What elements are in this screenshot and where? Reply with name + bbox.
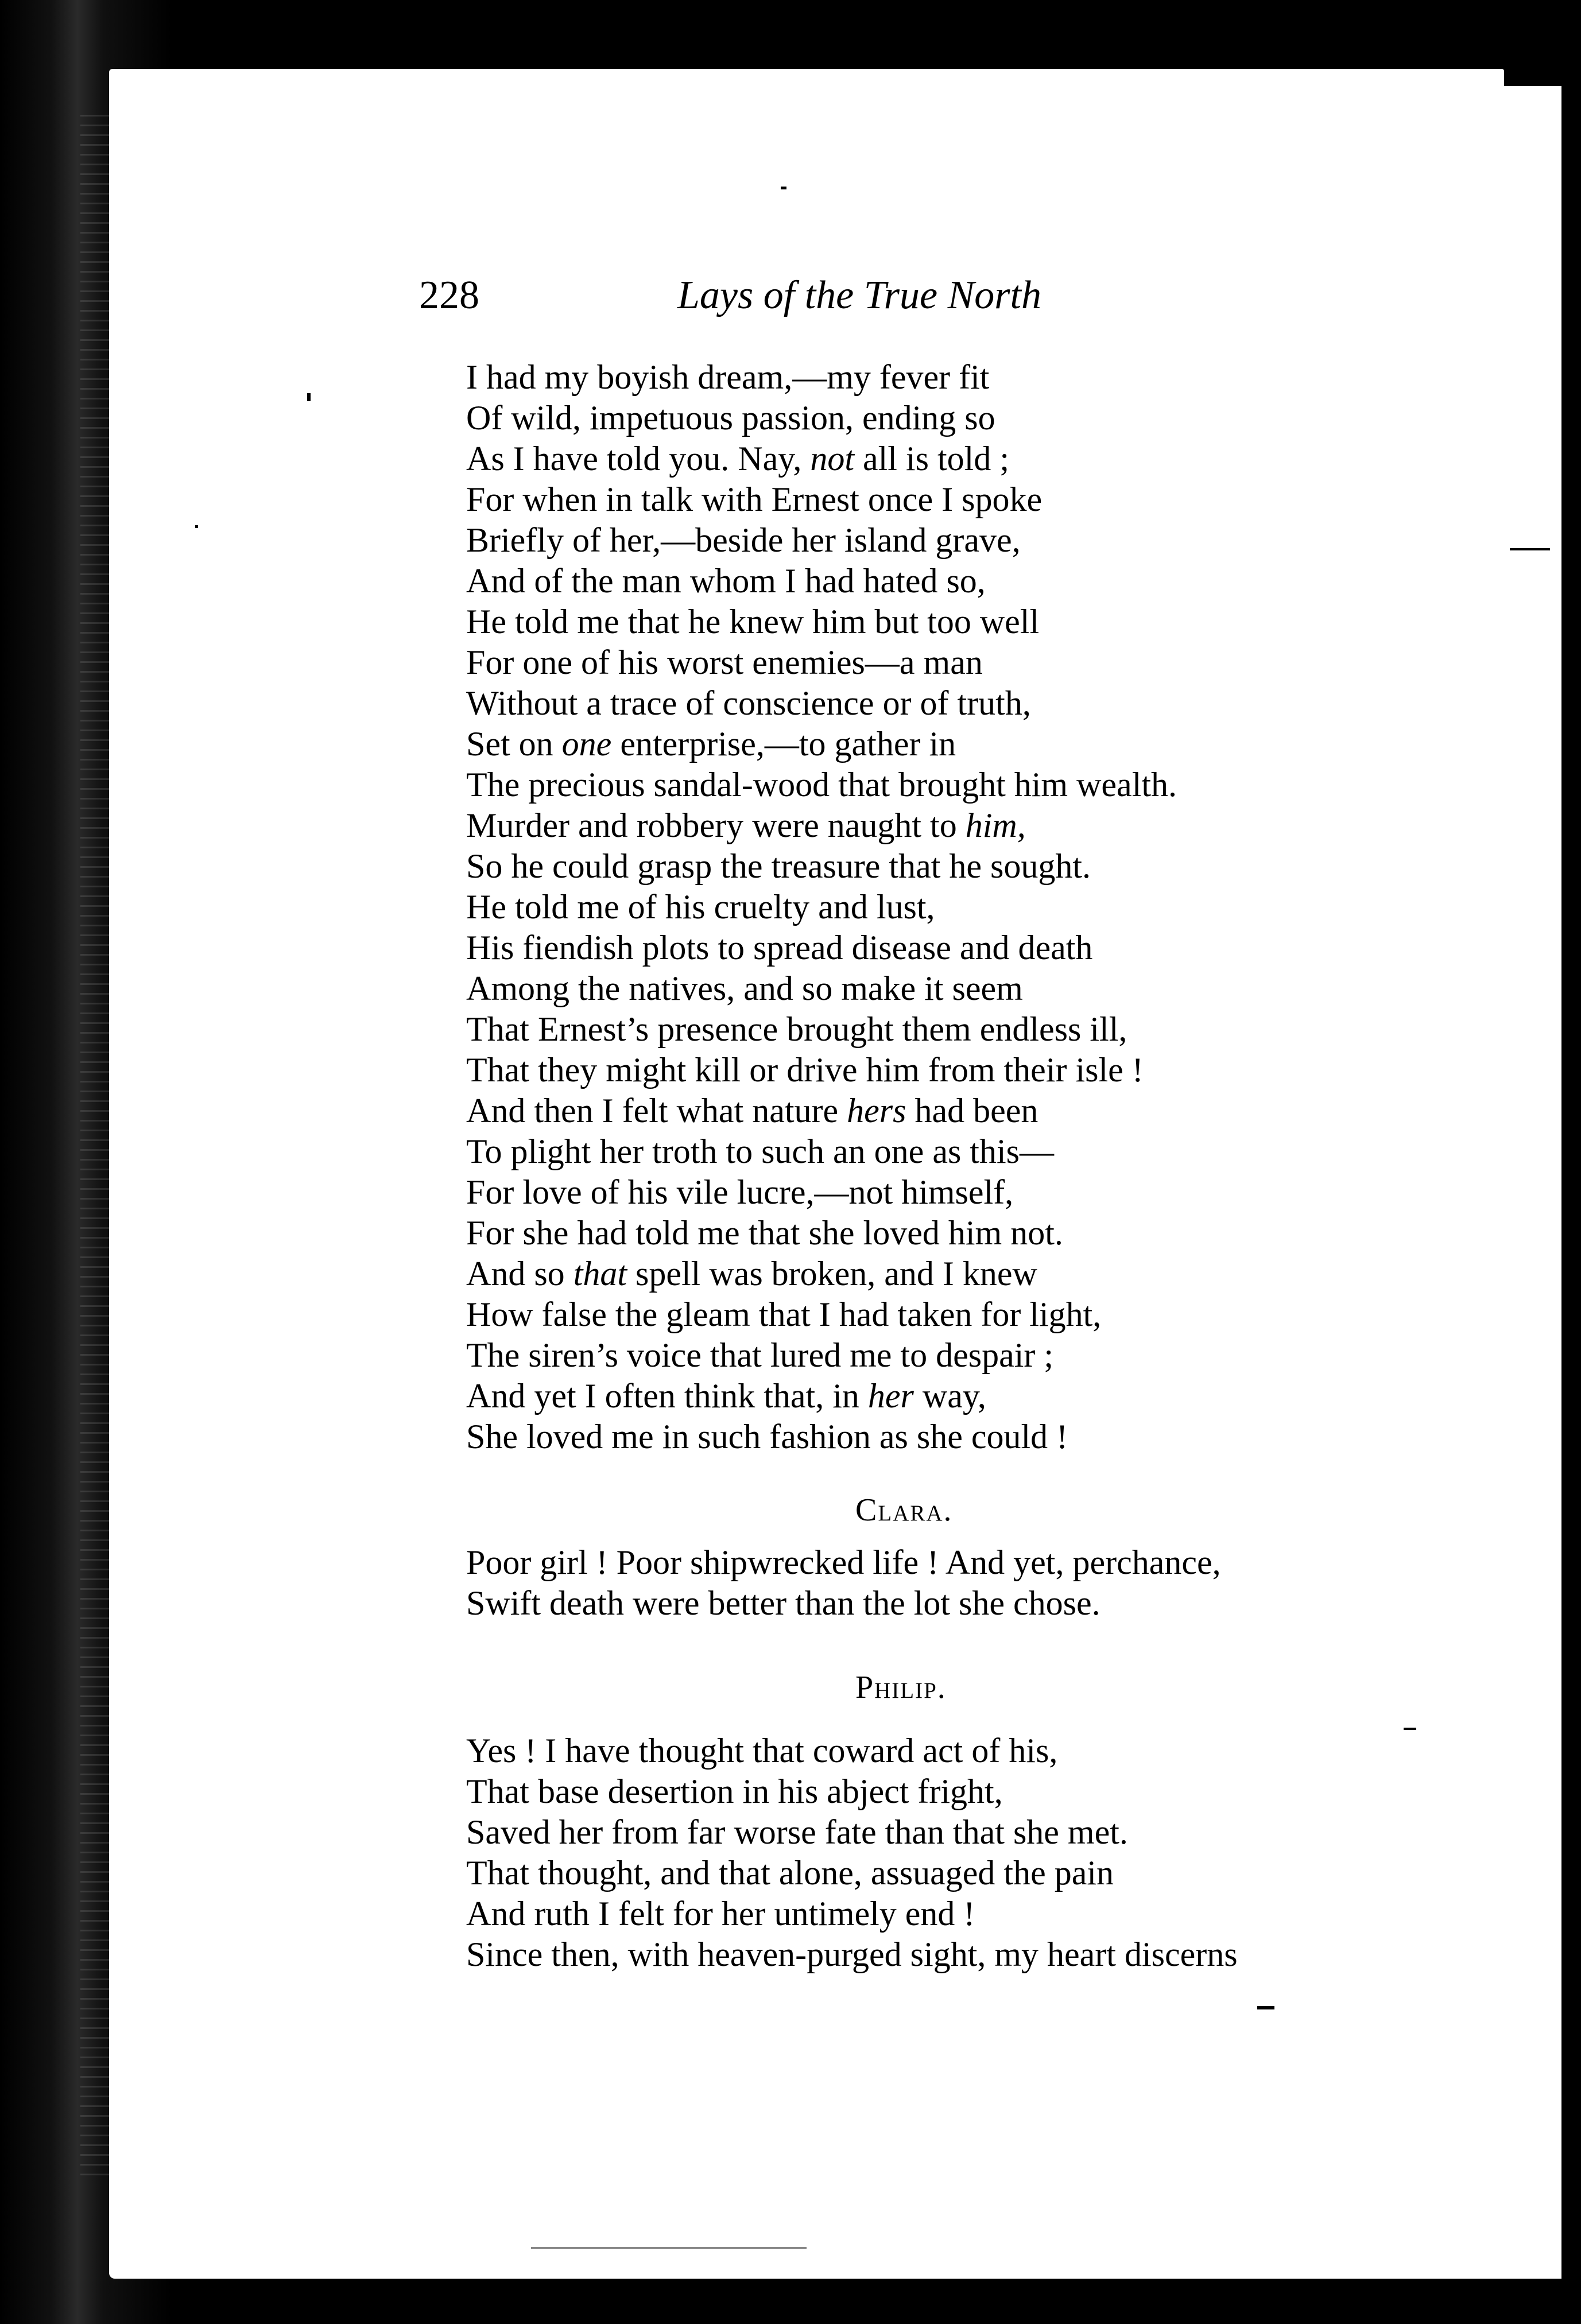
verse-text: spell was broken, and I knew <box>636 1255 1037 1293</box>
verse-line: That thought, and that alone, assuaged the pain <box>466 1854 1114 1892</box>
verse-line <box>466 1091 1177 1131</box>
verse-line: So he could grasp the treasure that he sought. <box>466 847 1091 885</box>
running-header <box>419 261 1137 330</box>
verse-line: Yes ! I have thought that coward act of his, <box>466 1732 1058 1770</box>
verse-line: For when in talk with Ernest once I spoke <box>466 480 1043 518</box>
verse-text: And so <box>466 1255 565 1293</box>
verse-text: Set on <box>466 725 553 763</box>
verse-text: As I have told you. Nay, <box>466 440 802 478</box>
speck <box>195 525 198 528</box>
verse-line: Without a trace of conscience or of truth, <box>466 684 1031 722</box>
verse-line: And ruth I felt for her untimely end ! <box>466 1895 975 1933</box>
verse-line: Swift death were better than the lot she chose. <box>466 1584 1100 1622</box>
verse-line: How false the gleam that I had taken for light, <box>466 1295 1102 1333</box>
verse-line <box>466 724 1177 765</box>
verse-line: That base desertion in his abject fright, <box>466 1772 1003 1810</box>
verse-line: The precious sandal-wood that brought him wealth. <box>466 766 1177 804</box>
verse-emphasis: that <box>573 1255 627 1293</box>
verse-line: And of the man whom I had hated so, <box>466 562 986 600</box>
verse-line: I had my boyish dream,—my fever fit <box>466 358 990 396</box>
verse-line: For she had told me that she loved him not. <box>466 1214 1063 1252</box>
verse-line <box>466 805 1177 846</box>
speaker-name-clara: Clara. <box>855 1492 953 1528</box>
smudge-line <box>531 2247 807 2249</box>
verse-line: Among the natives, and so make it seem <box>466 969 1023 1007</box>
speck <box>781 187 786 189</box>
verse-line: To plight her troth to such an one as this— <box>466 1132 1054 1170</box>
verse-block-clara <box>466 1542 1221 1624</box>
verse-block-philip-1 <box>466 357 1177 1457</box>
verse-line: He told me that he knew him but too well <box>466 603 1040 641</box>
page-number: 228 <box>419 273 479 317</box>
edge-mark <box>1510 548 1550 550</box>
speck <box>307 393 311 401</box>
verse-line: Of wild, impetuous passion, ending so <box>466 399 995 437</box>
verse-line <box>466 1376 1177 1417</box>
verse-emphasis: hers <box>847 1092 906 1130</box>
verse-text: And yet I often think that, in <box>466 1377 859 1415</box>
verse-block-philip-2 <box>466 1731 1238 1975</box>
verse-line: Poor girl ! Poor shipwrecked life ! And yet, perchance, <box>466 1543 1221 1581</box>
running-title: Lays of the True North <box>677 273 1041 317</box>
verse-line: Since then, with heaven-purged sight, my heart discerns <box>466 1935 1238 1973</box>
verse-emphasis: her <box>867 1377 914 1415</box>
verse-line: For love of his vile lucre,—not himself, <box>466 1173 1014 1211</box>
verse-line: That Ernest’s presence brought them endless ill, <box>466 1010 1127 1048</box>
verse-line: She loved me in such fashion as she could ! <box>466 1418 1068 1456</box>
speaker-name-philip: Philip. <box>855 1670 947 1705</box>
verse-text: And then I felt what nature <box>466 1092 839 1130</box>
verse-line: His fiendish plots to spread disease and death <box>466 929 1093 967</box>
verse-text: enterprise,—to gather in <box>620 725 956 763</box>
verse-text: all is told ; <box>863 440 1009 478</box>
speck <box>1404 1728 1416 1730</box>
verse-line: He told me of his cruelty and lust, <box>466 888 935 926</box>
verse-text: way, <box>922 1377 986 1415</box>
verse-emphasis: not <box>810 440 854 478</box>
verse-line <box>466 439 1177 479</box>
verse-emphasis: one <box>561 725 612 763</box>
verse-line: That they might kill or drive him from their isle ! <box>466 1051 1144 1089</box>
verse-line: For one of his worst enemies—a man <box>466 643 983 681</box>
verse-line: Saved her from far worse fate than that she met. <box>466 1813 1128 1851</box>
next-page-edge <box>1498 86 1561 2279</box>
verse-line <box>466 1254 1177 1294</box>
verse-emphasis: him, <box>965 806 1026 844</box>
verse-line: Briefly of her,—beside her island grave, <box>466 521 1021 559</box>
speck <box>1257 2006 1274 2009</box>
verse-text: had been <box>914 1092 1038 1130</box>
verse-text: Murder and robbery were naught to <box>466 806 957 844</box>
verse-line: The siren’s voice that lured me to despair ; <box>466 1336 1054 1374</box>
